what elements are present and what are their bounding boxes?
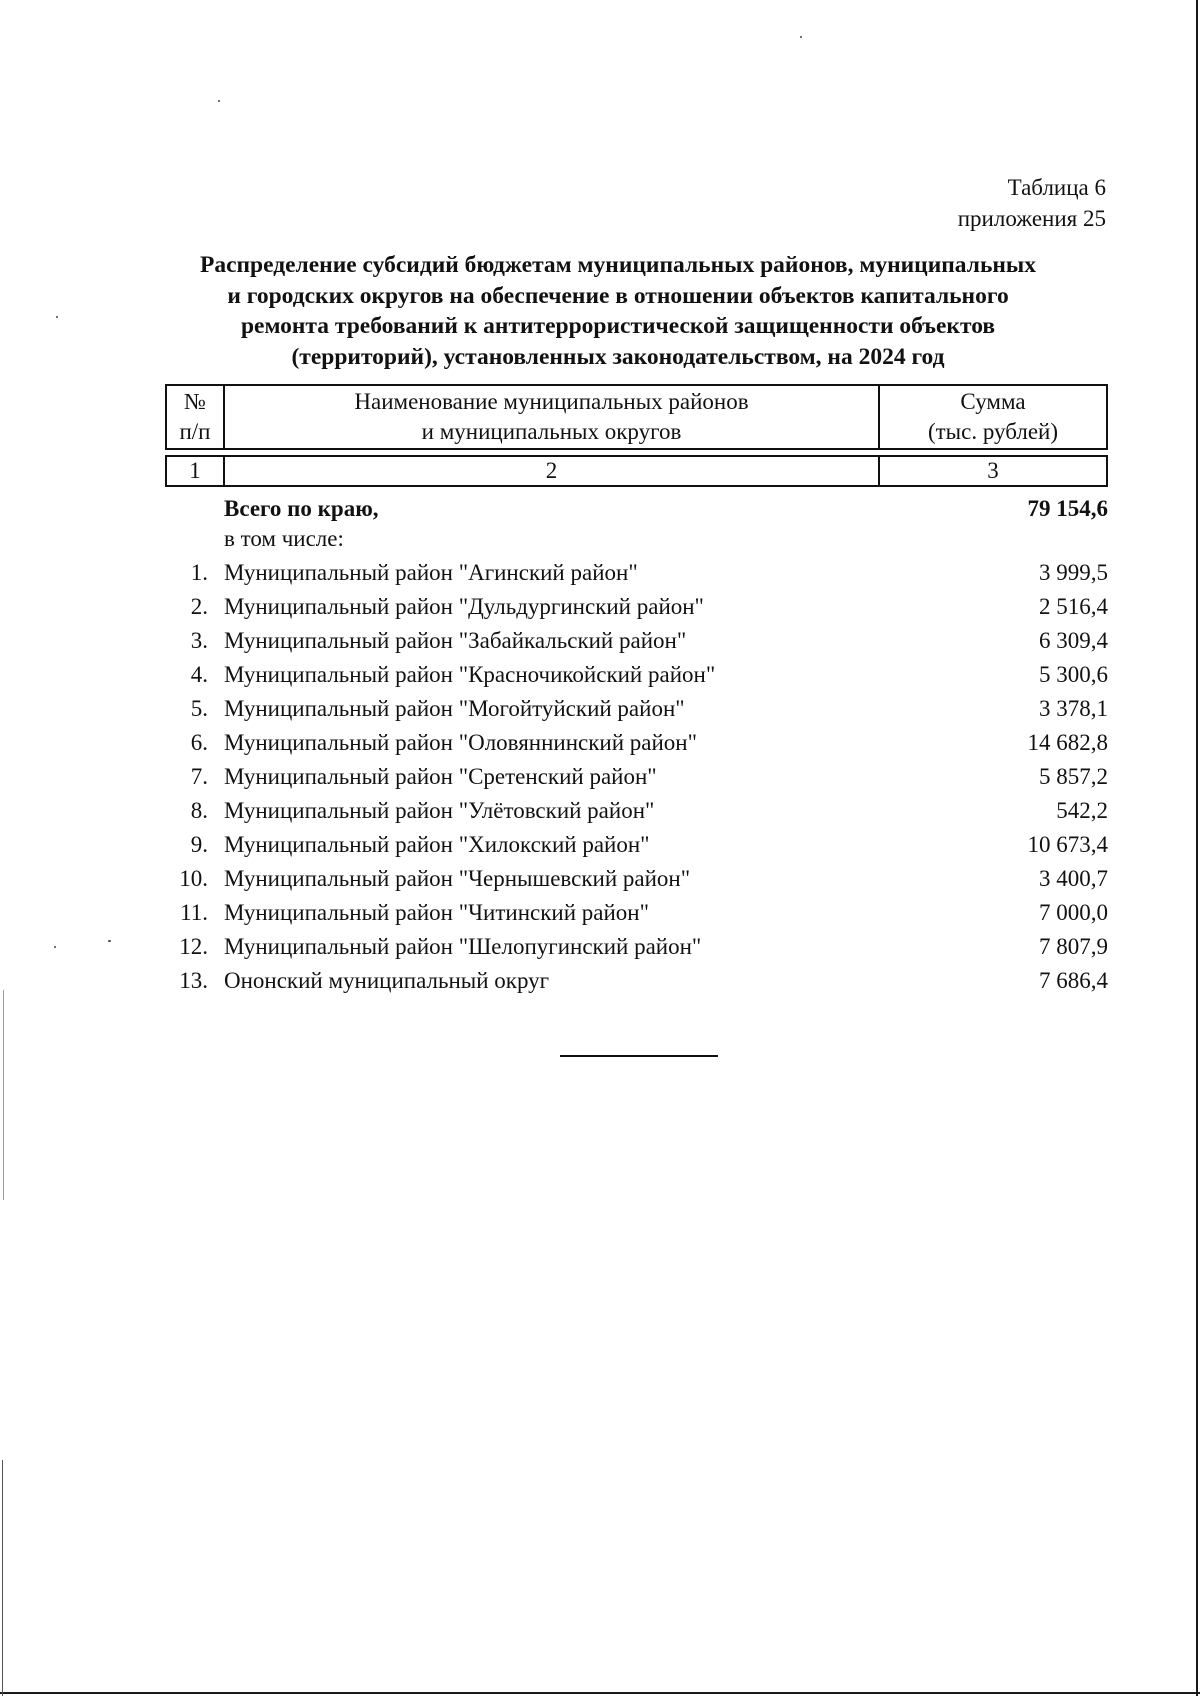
scan-speck — [56, 316, 58, 318]
end-rule — [560, 1055, 718, 1057]
district-amount: 5 300,6 — [1039, 662, 1108, 687]
table-row — [165, 828, 1108, 862]
district-name: Муниципальный район "Читинский район" — [224, 900, 649, 925]
column-number: 1 — [166, 456, 224, 486]
district-name: Муниципальный район "Сретенский район" — [224, 764, 657, 789]
district-name: Муниципальный район "Могойтуйский район" — [224, 696, 685, 721]
row-number: 8. — [190, 798, 208, 823]
scan-speck — [800, 36, 802, 38]
row-number: 2. — [190, 594, 208, 619]
district-amount: 2 516,4 — [1039, 594, 1108, 619]
district-name: Муниципальный район "Улётовский район" — [224, 798, 655, 823]
district-name: Муниципальный район "Агинский район" — [224, 560, 638, 585]
column-number-row — [165, 455, 1108, 487]
table-row — [165, 658, 1108, 692]
row-number: 5. — [190, 696, 208, 721]
total-label: Всего по краю, — [224, 496, 379, 521]
row-number: 7. — [190, 764, 208, 789]
including-row — [165, 526, 1108, 556]
table-row — [165, 556, 1108, 590]
district-name: Муниципальный район "Дульдургинский район" — [224, 594, 704, 619]
table-row — [165, 692, 1108, 726]
column-number: 3 — [879, 456, 1107, 486]
district-name: Ононский муниципальный округ — [224, 968, 550, 993]
district-rows — [165, 556, 1108, 998]
document-reference — [958, 172, 1106, 234]
row-number: 1. — [190, 560, 208, 585]
header-name-cell: Наименование муниципальных районов и муниципальных округов — [224, 385, 879, 449]
scan-speck — [108, 940, 111, 942]
district-amount: 7 686,4 — [1039, 968, 1108, 993]
district-amount: 3 999,5 — [1039, 560, 1108, 585]
row-number: 6. — [190, 730, 208, 755]
table-ref: Таблица 6 — [1007, 175, 1106, 200]
table-row — [165, 794, 1108, 828]
table-row — [165, 590, 1108, 624]
scan-speck — [218, 100, 220, 102]
row-number: 11. — [180, 900, 208, 925]
row-number: 13. — [179, 968, 208, 993]
scan-edge-right — [1196, 0, 1198, 1696]
table-row — [165, 726, 1108, 760]
title-line: Распределение субсидий бюджетам муниципальных районов, муниципальных — [199, 252, 1037, 278]
district-name: Муниципальный район "Чернышевский район" — [224, 866, 691, 891]
district-amount: 10 673,4 — [1027, 832, 1108, 857]
district-amount: 6 309,4 — [1039, 628, 1108, 653]
district-name: Муниципальный район "Забайкальский район" — [224, 628, 687, 653]
district-amount: 7 807,9 — [1039, 934, 1108, 959]
column-number: 2 — [224, 456, 879, 486]
district-amount: 3 400,7 — [1039, 866, 1108, 891]
header-sum-cell: Сумма (тыс. рублей) — [879, 385, 1107, 449]
total-row — [165, 492, 1108, 526]
appendix-ref: приложения 25 — [957, 206, 1106, 231]
district-amount: 3 378,1 — [1039, 696, 1108, 721]
row-number: 9. — [190, 832, 208, 857]
table-row — [165, 964, 1108, 998]
row-number: 12. — [179, 934, 208, 959]
row-number: 4. — [190, 662, 208, 687]
district-name: Муниципальный район "Оловяннинский район" — [224, 730, 698, 755]
district-name: Муниципальный район "Красночикойский район" — [224, 662, 716, 687]
scan-edge-bottom — [0, 1692, 1200, 1694]
table-row — [165, 930, 1108, 964]
header-no-cell: № п/п — [166, 385, 224, 449]
scan-edge-left — [3, 990, 4, 1200]
district-name: Муниципальный район "Шелопугинский район" — [224, 934, 702, 959]
document-title — [150, 250, 1086, 372]
district-amount: 14 682,8 — [1027, 730, 1108, 755]
scan-speck — [54, 946, 56, 948]
table-row — [165, 896, 1108, 930]
scan-edge-left-lower — [2, 1460, 3, 1696]
district-name: Муниципальный район "Хилокский район" — [224, 832, 650, 857]
table-body — [165, 492, 1108, 998]
title-line: (территорий), установленных законодательством, на 2024 год — [291, 343, 945, 370]
total-amount: 79 154,6 — [1027, 496, 1108, 521]
title-line: и городских округов на обеспечение в отношении объектов капитального — [227, 282, 1009, 309]
row-number: 3. — [190, 628, 208, 653]
row-number: 10. — [179, 866, 208, 891]
table-row — [165, 624, 1108, 658]
title-line: ремонта требований к антитеррористической защищенности объектов — [240, 313, 996, 339]
district-amount: 542,2 — [1056, 798, 1108, 823]
table-row — [165, 760, 1108, 794]
table-header — [165, 384, 1108, 450]
district-amount: 5 857,2 — [1039, 764, 1108, 789]
district-amount: 7 000,0 — [1039, 900, 1108, 925]
table-row — [165, 862, 1108, 896]
including-label: в том числе: — [224, 526, 344, 551]
